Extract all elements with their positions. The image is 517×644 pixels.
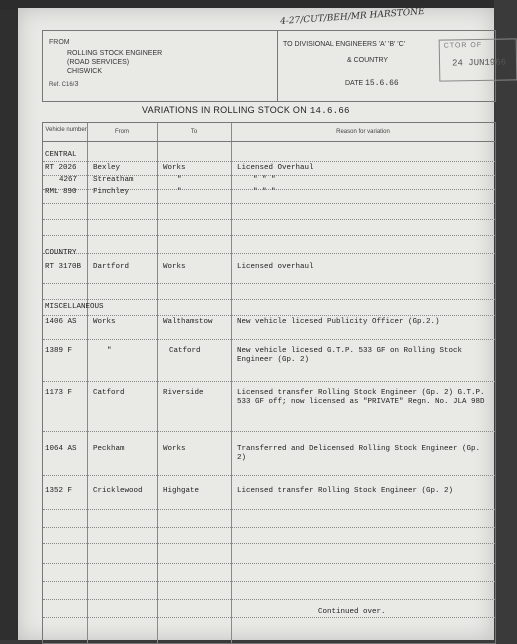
section-heading: MISCELLANEOUS — [45, 303, 104, 311]
from-cell: Streatham — [93, 176, 134, 184]
reference-label: Ref. C16/ — [49, 82, 75, 88]
column-divider — [87, 123, 88, 643]
memo-header — [42, 30, 507, 102]
from-label: FROM — [49, 39, 70, 46]
row-rule — [43, 161, 495, 162]
column-header-from: From — [115, 129, 129, 135]
vehicle-number: RML 890 — [45, 188, 77, 196]
row-rule — [43, 253, 495, 254]
sender-line: (ROAD SERVICES) — [67, 59, 130, 66]
stamp-title: CTOR OF — [443, 41, 483, 50]
reference — [49, 81, 79, 89]
from-cell: Finchley — [93, 188, 130, 196]
row-rule — [43, 339, 495, 340]
column-divider — [231, 123, 232, 643]
reason-cell: New vehicle licesed Publicity Officer (Gp.2.) — [237, 318, 440, 326]
reason-cell: Licensed transfer Rolling Stock Engineer (Gp. 2) G.T.P. 533 GF off; now licensed as "PRIVATE" Regn. No. JLA 98D — [237, 389, 485, 406]
date-label: DATE — [345, 80, 364, 87]
column-divider — [157, 123, 158, 643]
reason-cell: " " " — [253, 176, 276, 184]
recipient-line: TO DIVISIONAL ENGINEERS 'A' 'B' 'C' — [283, 41, 405, 48]
sender-block — [67, 49, 162, 76]
document-title — [142, 105, 350, 116]
handwritten-annotation: 4-27/CUT/BEH/MR HARSTONE — [279, 6, 425, 28]
column-header-vehicle: Vehicle number — [45, 127, 87, 133]
row-rule — [43, 431, 495, 432]
reason-cell: Licensed Overhaul — [237, 164, 314, 172]
continued-note: Continued over. — [318, 608, 386, 616]
row-rule — [43, 617, 495, 618]
column-header-to: To — [190, 129, 198, 135]
title-date: 14.6.66 — [309, 106, 350, 116]
to-cell: Works — [163, 445, 186, 453]
recipient-line-2: & COUNTRY — [347, 57, 389, 64]
to-cell: Walthamstow — [163, 318, 213, 326]
to-cell: " — [177, 188, 182, 196]
column-header-reason: Reason for variation — [336, 129, 390, 135]
row-rule — [43, 509, 495, 510]
reason-cell: Transferred and Delicensed Rolling Stock Engineer (Gp. 2) — [237, 445, 481, 462]
vehicle-number: 1406 AS — [45, 318, 77, 326]
row-rule — [43, 283, 495, 284]
row-rule — [43, 219, 495, 220]
row-rule — [43, 563, 495, 564]
row-rule — [43, 527, 495, 528]
vehicle-number: 1173 F — [45, 389, 73, 397]
from-cell: Works — [93, 318, 116, 326]
to-cell: Catford — [169, 347, 201, 355]
vehicle-number: 1389 F — [45, 347, 73, 355]
to-cell: Riverside — [163, 389, 204, 397]
scan-left-edge — [0, 0, 18, 640]
reason-cell: " " " — [253, 188, 276, 196]
reason-cell: Licensed transfer Rolling Stock Engineer (Gp. 2) — [237, 487, 454, 495]
vehicle-number: RT 3170B — [45, 263, 82, 271]
document-page — [18, 6, 507, 640]
reason-cell: Licensed overhaul — [237, 263, 314, 271]
row-rule — [43, 581, 495, 582]
to-cell: " — [177, 176, 182, 184]
from-cell: Bexley — [93, 164, 121, 172]
variations-table — [42, 122, 496, 644]
to-cell: Works — [163, 263, 186, 271]
date-value: 15.6.66 — [365, 79, 399, 88]
row-rule — [43, 315, 495, 316]
from-cell: Dartford — [93, 263, 130, 271]
title-text: VARIATIONS IN ROLLING STOCK ON — [142, 105, 308, 115]
to-cell: Highgate — [163, 487, 200, 495]
stamp-date: 24 JUN1966 — [451, 57, 507, 69]
row-rule — [43, 299, 495, 300]
row-rule — [43, 381, 495, 382]
to-cell: Works — [163, 164, 186, 172]
section-heading: CENTRAL — [45, 151, 77, 159]
section-heading: COUNTRY — [45, 249, 77, 257]
date-field — [345, 79, 399, 88]
vehicle-number: 4267 — [59, 176, 78, 184]
sender-line: CHISWICK — [67, 68, 102, 75]
from-cell: Catford — [93, 389, 125, 397]
vehicle-number: 1352 F — [45, 487, 73, 495]
header-rule — [43, 141, 495, 142]
row-rule — [43, 235, 495, 236]
vehicle-number: RT 2026 — [45, 164, 77, 172]
header-divider — [277, 31, 278, 101]
row-rule — [43, 475, 495, 476]
reference-number: 3 — [74, 81, 79, 89]
from-cell: Peckham — [93, 445, 125, 453]
from-cell: " — [107, 347, 112, 355]
sender-line: ROLLING STOCK ENGINEER — [67, 50, 163, 57]
received-stamp — [439, 38, 517, 81]
from-cell: Cricklewood — [93, 487, 143, 495]
reason-cell: New vehicle licesed G.T.P. 533 GF on Rolling Stock Engineer (Gp. 2) — [237, 347, 463, 364]
vehicle-number: 1064 AS — [45, 445, 77, 453]
row-rule — [43, 203, 495, 204]
row-rule — [43, 599, 495, 600]
row-rule — [43, 543, 495, 544]
